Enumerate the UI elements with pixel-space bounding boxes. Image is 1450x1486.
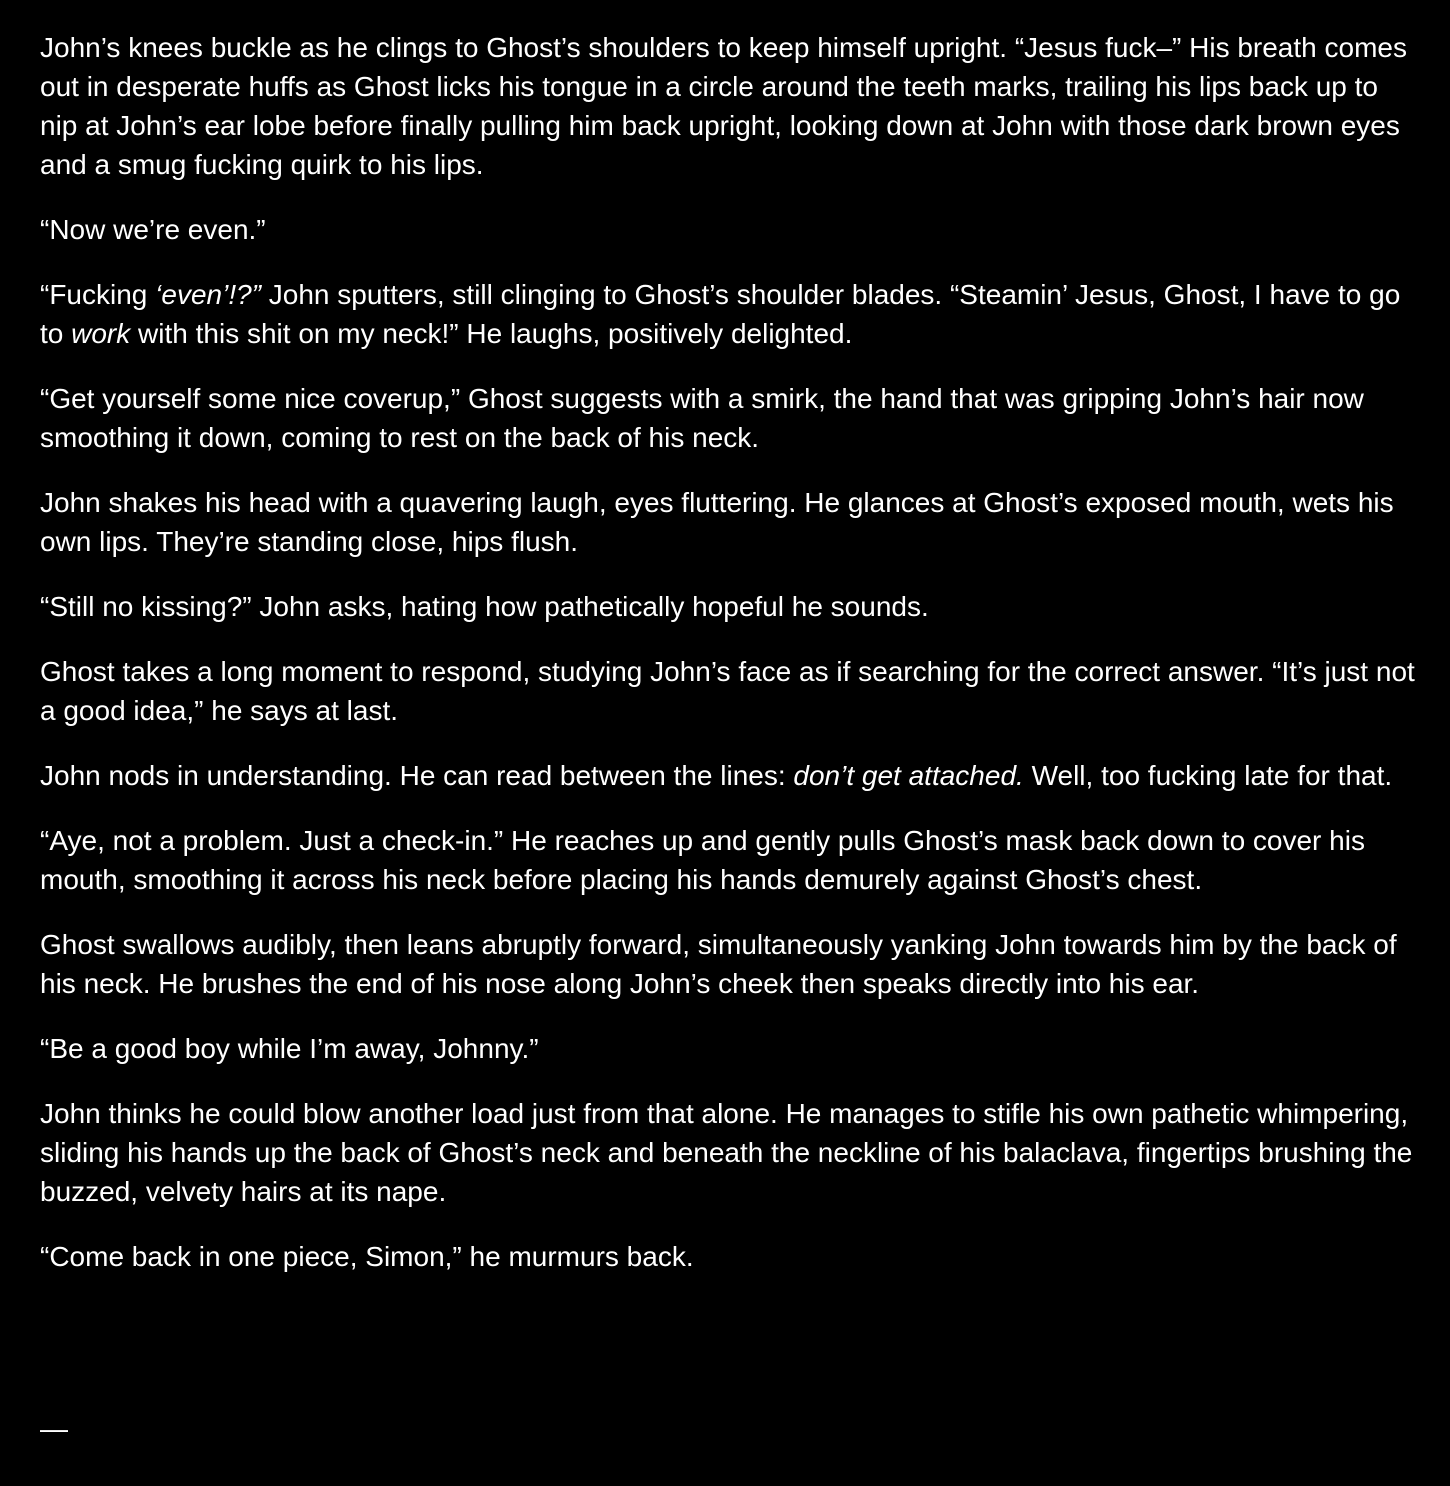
paragraph-2: “Now we’re even.” bbox=[40, 214, 266, 245]
paragraph-3 bbox=[40, 275, 1420, 353]
paragraph-3-part-c: John sputters, still clinging to Ghost’s shoulder blades. “Steamin’ Jesus, Ghost, I have to go to bbox=[40, 279, 1401, 349]
paragraph-7: Ghost takes a long moment to respond, studying John’s face as if searching for the correct answer. “It’s just not a good idea,” he says at last. bbox=[40, 656, 1415, 726]
paragraph-12: John thinks he could blow another load just from that alone. He manages to stifle his own pathetic whimpering, sliding his hands up the back of Ghost’s neck and beneath the neckline of his balaclava, fingertips brushing the buzzed, velvety hairs at its nape. bbox=[40, 1098, 1413, 1207]
paragraph-4: “Get yourself some nice coverup,” Ghost suggests with a smirk, the hand that was gripping John’s hair now smoothing it down, coming to rest on the back of his neck. bbox=[40, 383, 1364, 453]
paragraph-8-emphasis: don’t get attached. bbox=[793, 760, 1024, 791]
paragraph-8-part-a: John nods in understanding. He can read between the lines: bbox=[40, 760, 794, 791]
scene-separator: — bbox=[40, 1413, 68, 1444]
paragraph-6: “Still no kissing?” John asks, hating how pathetically hopeful he sounds. bbox=[40, 591, 929, 622]
paragraph-1: John’s knees buckle as he clings to Ghost’s shoulders to keep himself upright. “Jesus fuck–” His breath comes out in desperate huffs as Ghost licks his tongue in a circle around the teeth marks, trailing his lips back up to nip at John’s ear lobe before finally pulling him back upright, looking down at John with those dark brown eyes and a smug fucking quirk to his lips. bbox=[40, 32, 1407, 180]
paragraph-3-emphasis-even: ‘even’!?” bbox=[155, 279, 261, 310]
paragraph-3-part-e: with this shit on my neck!” He laughs, positively delighted. bbox=[130, 318, 853, 349]
paragraph-3-part-a: “Fucking bbox=[40, 279, 156, 310]
paragraph-11: “Be a good boy while I’m away, Johnny.” bbox=[40, 1033, 539, 1064]
paragraph-8 bbox=[40, 756, 1420, 795]
paragraph-9: “Aye, not a problem. Just a check-in.” He reaches up and gently pulls Ghost’s mask back down to cover his mouth, smoothing it across his neck before placing his hands demurely against Ghost’s chest. bbox=[40, 825, 1365, 895]
paragraph-3-emphasis-work: work bbox=[71, 318, 131, 349]
paragraph-5: John shakes his head with a quavering laugh, eyes fluttering. He glances at Ghost’s exposed mouth, wets his own lips. They’re standing close, hips flush. bbox=[40, 487, 1394, 557]
paragraph-8-part-c: Well, too fucking late for that. bbox=[1023, 760, 1393, 791]
story-text bbox=[40, 28, 1420, 1302]
paragraph-10: Ghost swallows audibly, then leans abruptly forward, simultaneously yanking John towards him by the back of his neck. He brushes the end of his nose along John’s cheek then speaks directly into his ear. bbox=[40, 929, 1397, 999]
paragraph-13: “Come back in one piece, Simon,” he murmurs back. bbox=[40, 1241, 694, 1272]
